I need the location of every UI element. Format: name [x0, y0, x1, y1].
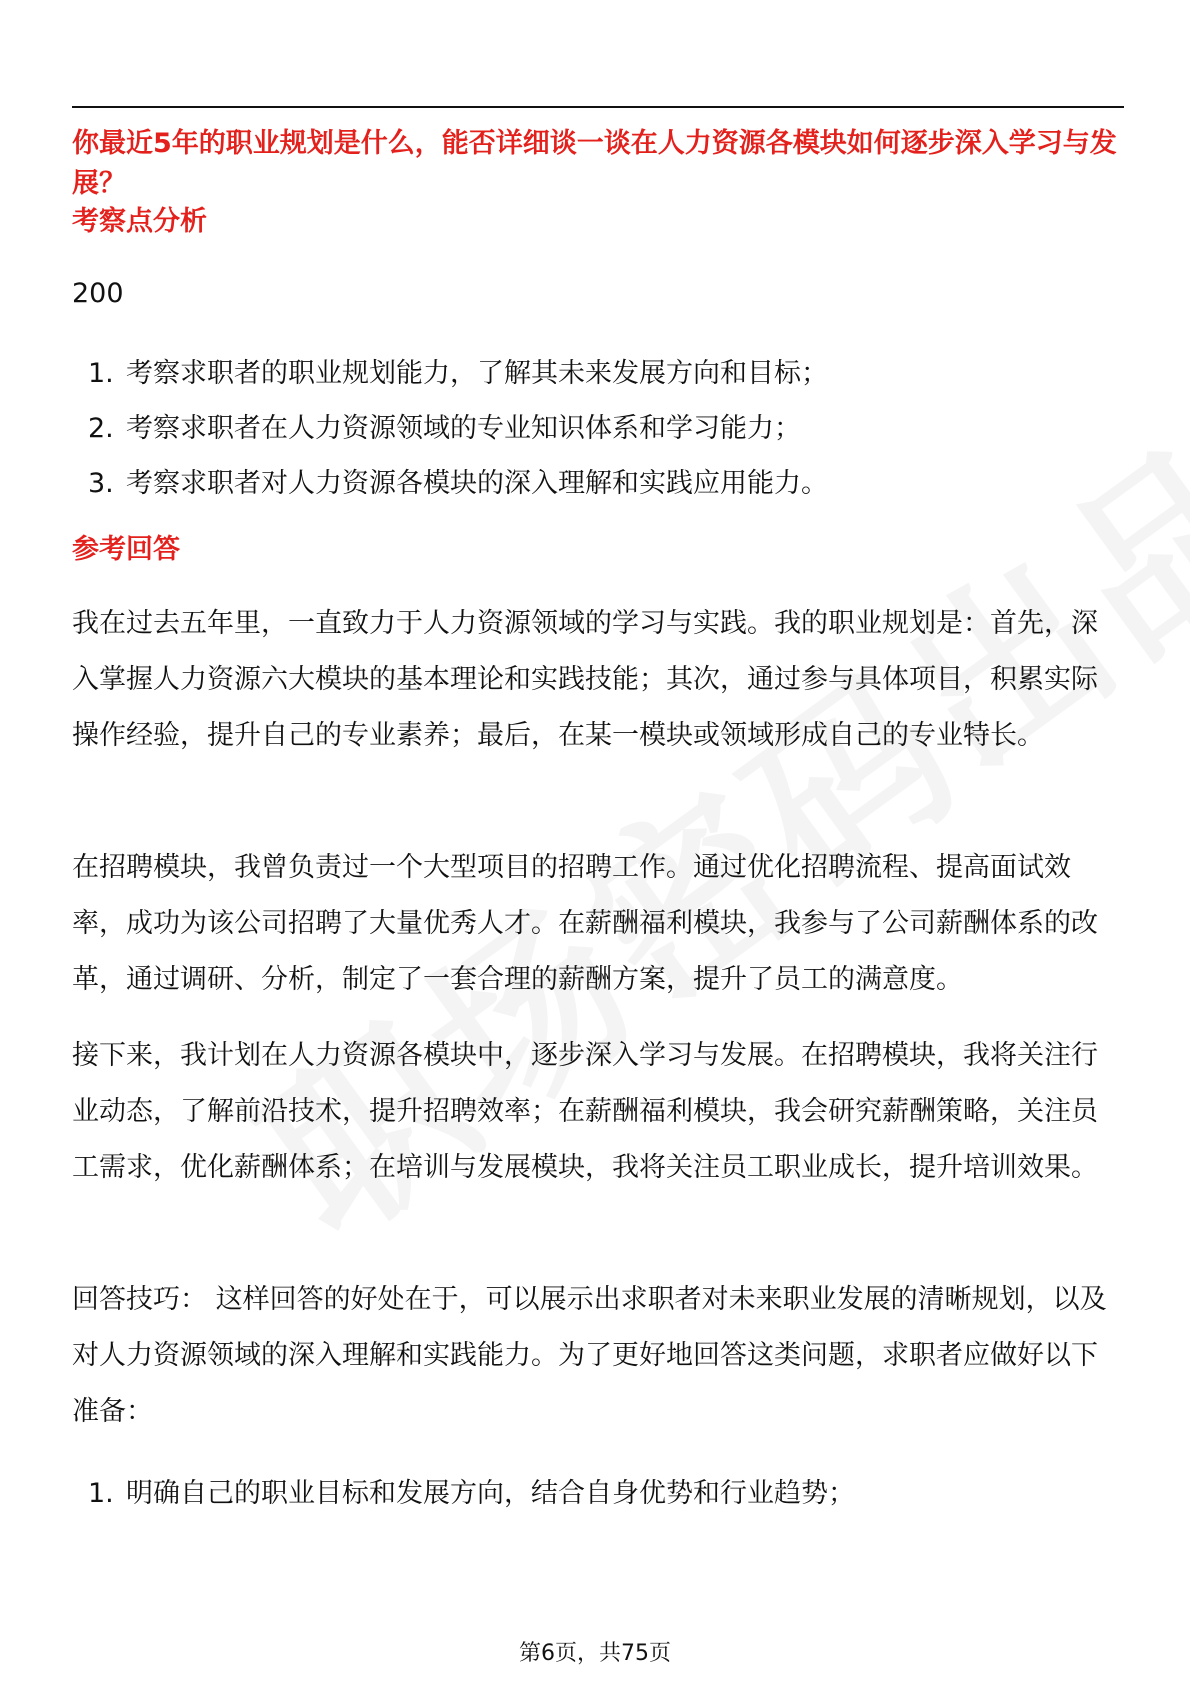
list-item: [72, 464, 828, 519]
question-heading: 你最近5年的职业规划是什么，能否详细谈一谈在人力资源各模块如何逐步深入学习与发展？: [72, 128, 1117, 199]
answer-paragraph: 我在过去五年里，一直致力于人力资源领域的学习与实践。我的职业规划是：首先，深入掌握人力资源六大模块的基本理论和实践技能；其次，通过参与具体项目，积累实际操作经验，提升自己的专业素养；最后，在某一模块或领域形成自己的专业特长。: [72, 608, 1098, 751]
list-item-text: 考察求职者在人力资源领域的专业知识体系和学习能力；: [126, 413, 801, 444]
list-item-number: 3.: [88, 468, 114, 499]
answer-paragraph: 接下来，我计划在人力资源各模块中，逐步深入学习与发展。在招聘模块，我将关注行业动态，了解前沿技术，提升招聘效率；在薪酬福利模块，我会研究薪酬策略，关注员工需求，优化薪酬体系；在培训与发展模块，我将关注员工职业成长，提升培训效果。: [72, 1040, 1098, 1183]
answer-title: 参考回答: [72, 534, 180, 565]
analysis-number: 200: [72, 278, 124, 309]
analysis-title: 考察点分析: [72, 206, 207, 237]
page-footer: 第6页，共75页: [519, 1641, 671, 1666]
list-item: [72, 1474, 855, 1529]
analysis-list: [72, 354, 828, 519]
top-divider: [72, 106, 1124, 108]
list-item-number: 1.: [88, 1478, 114, 1509]
list-item-number: 1.: [88, 358, 114, 389]
list-item-number: 2.: [88, 413, 114, 444]
tips-list: [72, 1474, 855, 1529]
list-item-text: 明确自己的职业目标和发展方向，结合自身优势和行业趋势；: [126, 1478, 855, 1509]
answer-tips-paragraph: 回答技巧： 这样回答的好处在于，可以展示出求职者对未来职业发展的清晰规划，以及对人力资源领域的深入理解和实践能力。为了更好地回答这类问题，求职者应做好以下准备：: [72, 1284, 1107, 1427]
list-item-text: 考察求职者的职业规划能力，了解其未来发展方向和目标；: [126, 358, 828, 389]
answer-paragraph: 在招聘模块，我曾负责过一个大型项目的招聘工作。通过优化招聘流程、提高面试效率，成功为该公司招聘了大量优秀人才。在薪酬福利模块，我参与了公司薪酬体系的改革，通过调研、分析，制定了一套合理的薪酬方案，提升了员工的满意度。: [72, 852, 1098, 995]
list-item: [72, 409, 828, 464]
list-item-text: 考察求职者对人力资源各模块的深入理解和实践应用能力。: [126, 468, 828, 499]
list-item: [72, 354, 828, 409]
